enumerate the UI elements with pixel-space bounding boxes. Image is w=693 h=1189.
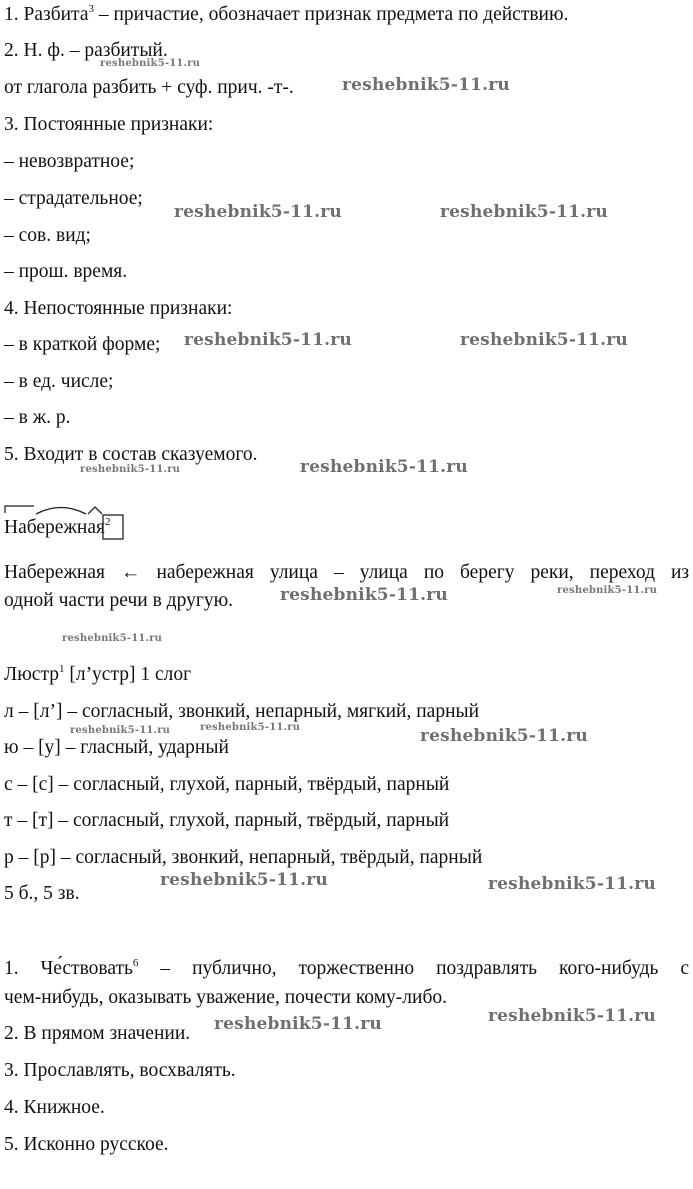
word: набережная [156,562,254,583]
text-span: – причастие, обозначает признак предмета по действию. [93,4,569,25]
analyzed-word: Люстр [4,664,59,685]
watermark: reshebnik5-11.ru [420,726,588,746]
text-line: 2. В прямом значении. [4,1023,191,1044]
text-line: 2. Н. ф. – разбитый. [4,40,168,61]
phonetic-row: с – [с] – согласный, глухой, парный, твёрдый, парный [4,774,450,795]
text-line-justified [4,958,689,980]
word: публично, [192,958,277,979]
text-line: одной части речи в другую. [4,590,234,611]
watermark: reshebnik5-11.ru [160,870,328,890]
arrow-symbol: ← [120,562,141,583]
watermark: reshebnik5-11.ru [300,457,468,477]
text-line: – в краткой форме; [4,334,161,355]
word: с [680,958,690,979]
word: реки, [530,562,574,583]
word: – [333,562,344,583]
text-line: 3. Постоянные признаки: [4,114,214,135]
text-line: – сов. вид; [4,225,91,246]
text-line-justified [4,562,689,584]
superscript: 3 [88,3,94,15]
watermark: reshebnik5-11.ru [62,633,163,644]
text-line: – прош. время. [4,261,128,282]
text-line: – страдательное; [4,188,143,209]
superscript: 6 [132,957,139,969]
analyzed-word: Набережная [4,517,105,538]
word: улица [359,562,408,583]
analyzed-word: Разбита [23,4,89,25]
watermark: reshebnik5-11.ru [488,1006,656,1026]
superscript: 1 [58,663,65,675]
phonetic-row: т – [т] – согласный, глухой, парный, твёрдый, парный [4,810,450,831]
text-line: 3. Прославлять, восхвалять. [4,1060,236,1081]
watermark: reshebnik5-11.ru [342,75,510,95]
watermark: reshebnik5-11.ru [557,585,658,596]
word: торжественно [298,958,415,979]
text-line: – в ед. числе; [4,371,114,392]
watermark: reshebnik5-11.ru [440,202,608,222]
morpheme-parse [4,517,111,539]
word: по [423,562,445,583]
text-line [4,4,568,26]
word: поздравлять [436,958,538,979]
watermark: reshebnik5-11.ru [200,722,301,733]
text-line: от глагола разбить + суф. прич. -т-. [4,77,294,98]
phonetic-row: ю – [у] – гласный, ударный [4,737,229,758]
word: – [160,958,171,979]
word: кого-нибудь [559,958,659,979]
text-line: 4. Книжное. [4,1097,105,1118]
text-line: – невозвратное; [4,151,135,172]
watermark: reshebnik5-11.ru [100,58,201,69]
text-span: [л’устр] 1 слог [64,664,192,685]
word: переход [589,562,656,583]
watermark: reshebnik5-11.ru [488,874,656,894]
text-line: 5. Исконно русское. [4,1134,169,1155]
morpheme-word [4,517,105,539]
watermark: reshebnik5-11.ru [80,464,181,475]
text-line: – в ж. р. [4,407,71,428]
watermark: reshebnik5-11.ru [184,330,352,350]
phonetic-title [4,664,191,686]
text-line: 5. Входит в состав сказуемого. [4,444,258,465]
word: из [671,562,690,583]
phonetic-row: л – [л’] – согласный, звонкий, непарный, мягкий, парный [4,701,480,722]
word-with-sup [4,958,138,979]
word: Набережная [4,562,105,583]
watermark: reshebnik5-11.ru [280,585,448,605]
analyzed-word: 1. Че́ствовать [4,958,133,979]
text-line: 4. Непостоянные признаки: [4,298,233,319]
phonetic-row: р – [р] – согласный, звонкий, непарный, твёрдый, парный [4,847,483,868]
watermark: reshebnik5-11.ru [70,725,171,736]
item-number: 1. [4,4,24,25]
phonetic-summary: 5 б., 5 зв. [4,883,80,904]
watermark: reshebnik5-11.ru [460,330,628,350]
morpheme-marks [4,505,126,541]
word: берегу [460,562,515,583]
watermark: reshebnik5-11.ru [174,202,342,222]
watermark: reshebnik5-11.ru [214,1014,382,1034]
word: улица [269,562,318,583]
text-line: чем-нибудь, оказывать уважение, почести кому-либо. [4,987,447,1008]
superscript: 2 [105,516,111,528]
